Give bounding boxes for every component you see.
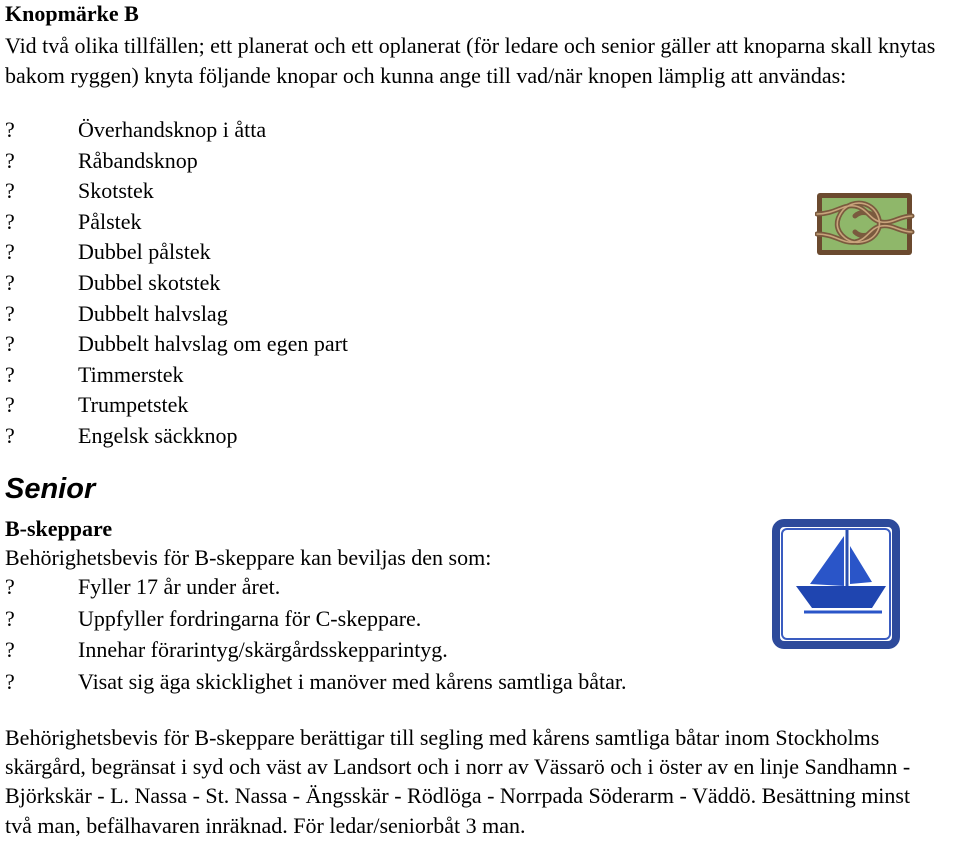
list-item	[5, 571, 627, 603]
bullet-marker: ?	[5, 147, 15, 173]
bullet-marker: ?	[5, 392, 15, 418]
knot-badge-icon	[815, 190, 915, 258]
knopmarke-heading: Knopmärke B	[5, 1, 139, 26]
knot-name: Engelsk säckknop	[78, 422, 238, 448]
knot-name: Dubbelt halvslag	[78, 300, 228, 326]
requirement-list	[5, 571, 627, 697]
bullet-marker: ?	[5, 331, 15, 357]
requirement-text: Visat sig äga skicklighet i manöver med kårens samtliga båtar.	[78, 668, 627, 694]
list-item	[5, 390, 348, 421]
senior-heading: Senior	[5, 473, 96, 505]
list-item	[5, 329, 348, 360]
knot-name: Överhandsknop i åtta	[78, 117, 267, 142]
list-item	[5, 176, 348, 207]
skeppare-title: B-skeppare	[5, 516, 113, 541]
bullet-marker: ?	[5, 178, 15, 204]
list-item	[5, 268, 348, 299]
bullet-marker: ?	[5, 300, 15, 326]
list-item	[5, 360, 348, 391]
requirement-text: Uppfyller fordringarna för C-skeppare.	[78, 605, 422, 631]
bullet-marker: ?	[5, 668, 15, 694]
list-item	[5, 299, 348, 330]
knot-list	[5, 115, 348, 452]
knot-name: Dubbel pålstek	[78, 239, 211, 265]
knot-name: Skotstek	[78, 178, 154, 204]
knot-name: Timmerstek	[78, 361, 184, 387]
boat-badge-icon	[750, 500, 955, 668]
knot-name: Trumpetstek	[78, 392, 189, 418]
knot-name: Dubbel skotstek	[78, 269, 221, 295]
knot-name: Pålstek	[78, 208, 142, 234]
list-item	[5, 634, 627, 666]
bullet-marker: ?	[5, 422, 15, 448]
bullet-marker: ?	[5, 361, 15, 387]
bullet-marker: ?	[5, 574, 15, 599]
list-item	[5, 207, 348, 238]
list-item	[5, 237, 348, 268]
bullet-marker: ?	[5, 208, 15, 234]
list-item	[5, 603, 627, 635]
bullet-marker: ?	[5, 269, 15, 295]
bullet-marker: ?	[5, 605, 15, 631]
bullet-marker: ?	[5, 239, 15, 265]
knot-name: Dubbelt halvslag om egen part	[78, 331, 349, 357]
requirement-text: Fyller 17 år under året.	[78, 574, 281, 599]
bullet-marker: ?	[5, 637, 15, 662]
list-item	[5, 115, 348, 146]
requirement-text: Innehar förarintyg/skärgårdsskepparintyg.	[78, 637, 448, 662]
list-item	[5, 666, 627, 698]
knopmarke-intro: Vid två olika tillfällen; ett planerat och ett oplanerat (för ledare och senior gäller att knoparna skall knytas bakom ryggen) knyta följande knopar och kunna ange till vad/när knopen lämplig att användas:	[5, 33, 936, 88]
list-item	[5, 146, 348, 177]
knot-name: Råbandsknop	[78, 147, 198, 173]
skeppare-intro: Behörighetsbevis för B-skeppare kan beviljas den som:	[5, 545, 492, 570]
skeppare-closing-paragraph: Behörighetsbevis för B-skeppare berättigar till segling med kårens samtliga båtar inom Stockholms skärgård, begränsat i syd och väst av Landsort och i norr av Vässarö och i öster av en linje Sandhamn - Björkskär - L. Nassa - St. Nassa - Ängsskär - Rödlöga - Norrpada Söderarm - Väddö. Besättning minst två man, befälhavaren inräknad. För ledar/seniorbåt 3 man.	[5, 725, 911, 838]
bullet-marker: ?	[5, 117, 15, 142]
list-item	[5, 421, 348, 452]
